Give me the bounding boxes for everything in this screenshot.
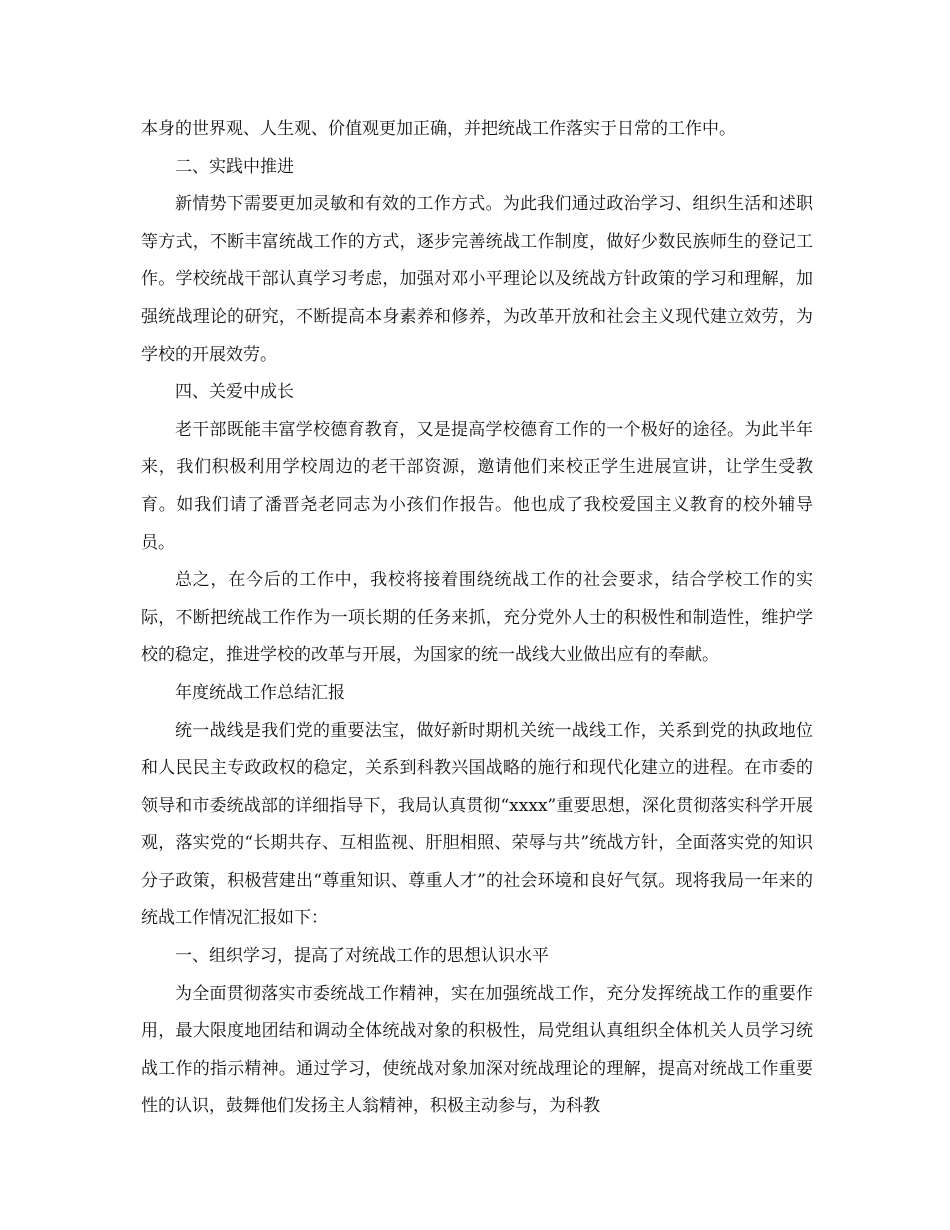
paragraph: 总之，在今后的工作中，我校将接着围绕统战工作的社会要求，结合学校工作的实际，不断把统战工作作为一项长期的任务来抓，充分党外人士的积极性和制造性，维护学校的稳定，推进学校的改革与开展，为国家的统一战线大业做出应有的奉献。 — [141, 570, 813, 666]
document-title: 年度统战工作总结汇报 — [175, 682, 345, 703]
paragraph: 为全面贯彻落实市委统战工作精神，实在加强统战工作，充分发挥统战工作的重要作用，最大限度地团结和调动全体统战对象的积极性，局党组认真组织全体机关人员学习统战工作的指示精神。通过学习，使统战对象加深对统战理论的理解，提高对统战工作重要性的认识，鼓舞他们发扬主人翁精神，积极主动参与，为科教 — [141, 983, 813, 1117]
section-heading-care: 四、关爱中成长 — [175, 382, 294, 403]
section-heading-study: 一、组织学习，提高了对统战工作的思想认识水平 — [175, 946, 549, 967]
paragraph-continuation: 本身的世界观、人生观、价值观更加正确，并把统战工作落实于日常的工作中。 — [141, 119, 736, 139]
paragraph: 统一战线是我们党的重要法宝，做好新时期机关统一战线工作，关系到党的执政地位和人民民主专政政权的稳定，关系到科教兴国战略的施行和现代化建立的进程。在市委的领导和市委统战部的详细指导下，我局认真贯彻“xxxx”重要思想，深化贯彻落实科学开展观，落实党的“长期共存、互相监视、肝胆相照、荣辱与共”统战方针，全面落实党的知识分子政策，积极营建出“尊重知识、尊重人才”的社会环境和良好气氛。现将我局一年来的统战工作情况汇报如下： — [141, 720, 813, 929]
document-body — [141, 111, 813, 1126]
paragraph: 新情势下需要更加灵敏和有效的工作方式。为此我们通过政治学习、组织生活和述职等方式，不断丰富统战工作的方式，逐步完善统战工作制度，做好少数民族师生的登记工作。学校统战干部认真学习考虑，加强对邓小平理论以及统战方针政策的学习和理解，加强统战理论的研究，不断提高本身素养和修养，为改革开放和社会主义现代建立效劳，为学校的开展效劳。 — [141, 194, 813, 365]
paragraph: 老干部既能丰富学校德育教育，又是提高学校德育工作的一个极好的途径。为此半年来，我们积极利用学校周边的老干部资源，邀请他们来校正学生进展宣讲，让学生受教育。如我们请了潘晋尧老同志为小孩们作报告。他也成了我校爱国主义教育的校外辅导员。 — [141, 419, 813, 553]
section-heading-practice: 二、实践中推进 — [175, 156, 294, 177]
